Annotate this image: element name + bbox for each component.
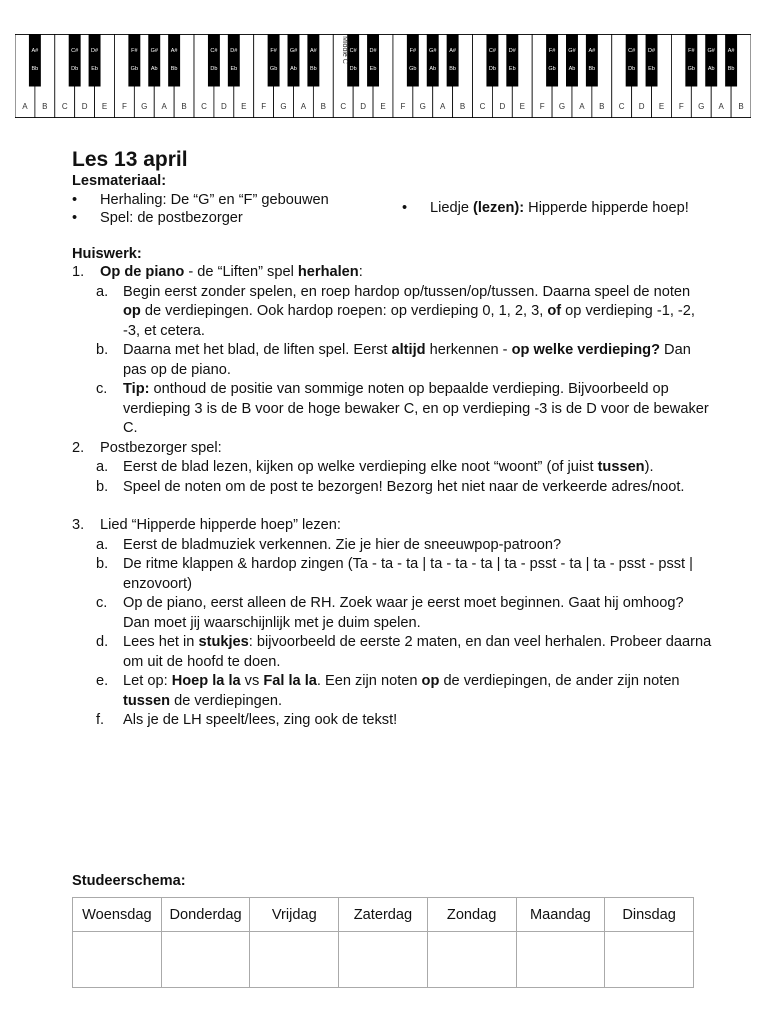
black-key-label: F# <box>409 48 417 54</box>
black-key <box>705 35 717 87</box>
black-key-label: Db <box>210 66 218 72</box>
black-key-label: Gb <box>687 66 695 72</box>
day-header: Woensdag <box>73 898 162 932</box>
black-key-label: A# <box>170 48 178 54</box>
white-key-label: C <box>340 102 347 111</box>
black-key-label: A# <box>449 48 456 54</box>
white-key-label: E <box>519 102 525 111</box>
white-key-label: F <box>121 102 127 111</box>
black-key-label: Ab <box>150 66 158 72</box>
black-key <box>646 35 658 87</box>
black-key-label: D# <box>508 48 516 54</box>
white-key-label: E <box>241 102 247 111</box>
schedule-cell[interactable] <box>516 932 605 988</box>
black-key-label: Bb <box>31 66 39 72</box>
schedule-cell[interactable] <box>427 932 516 988</box>
white-key-label: C <box>201 102 207 111</box>
white-key-label: B <box>738 102 744 111</box>
schedule-cell[interactable] <box>605 932 694 988</box>
huiswerk-item: 2. Postbezorger spel: <box>72 439 222 456</box>
black-key-label: F# <box>131 48 138 54</box>
black-key <box>208 35 220 87</box>
black-key-label: Ab <box>568 66 576 72</box>
white-key-label: G <box>558 102 566 111</box>
black-key-label: D# <box>91 48 99 54</box>
black-key-label: Ab <box>290 66 297 72</box>
black-key-label: Eb <box>508 66 516 72</box>
black-key-label: Bb <box>449 66 456 72</box>
day-header: Vrijdag <box>250 898 339 932</box>
black-key-label: F# <box>270 48 277 54</box>
huiswerk-subitem: b. Daarna met het blad, de liften spel. Eerst altijd herkennen - op welke verdieping? Dan pas op de piano. <box>96 342 691 378</box>
huiswerk-subitem: a. Eerst de bladmuziek verkennen. Zie je hier de sneeuwpop-patroon? <box>96 536 562 553</box>
white-key-label: G <box>698 102 705 111</box>
white-key-label: D <box>638 102 645 111</box>
black-key <box>307 35 319 87</box>
schedule-cell[interactable] <box>250 932 339 988</box>
day-header: Dinsdag <box>605 898 694 932</box>
black-key-label: Bb <box>310 66 317 72</box>
lesmateriaal-heading: Lesmateriaal: <box>72 173 167 189</box>
black-key-label: C# <box>628 48 636 54</box>
huiswerk-heading: Huiswerk: <box>72 246 142 262</box>
black-key-label: A# <box>588 48 596 54</box>
black-key <box>69 35 81 87</box>
white-key-label: D <box>81 102 88 111</box>
black-key-label: Eb <box>91 66 98 72</box>
white-key-label: A <box>22 102 28 111</box>
black-key-label: Eb <box>230 66 238 72</box>
white-key-label: G <box>419 102 426 111</box>
lesmateriaal-list <box>72 191 712 227</box>
black-key <box>427 35 439 87</box>
black-key <box>725 35 737 87</box>
black-key <box>685 35 697 87</box>
black-key <box>407 35 419 87</box>
white-key-label: A <box>300 102 307 111</box>
white-key-label: A <box>440 102 446 111</box>
huiswerk-subitem: c. Tip: onthoud de positie van sommige noten op bepaalde verdieping. Bijvoorbeeld op verdieping 3 is de B voor de hoge bewaker C, en op verdieping -3 is de D voor de bewaker C. <box>96 381 709 436</box>
lesmateriaal-item: • Spel: de postbezorger <box>72 209 402 227</box>
black-key-label: C# <box>488 48 496 54</box>
white-key-label: B <box>42 102 48 111</box>
day-header: Zondag <box>427 898 516 932</box>
black-key-label: A# <box>31 48 39 54</box>
black-key-label: F# <box>548 48 556 54</box>
black-key <box>288 35 300 87</box>
white-key-label: E <box>101 102 108 111</box>
white-key-label: D <box>499 102 506 111</box>
lesson-content <box>72 148 712 731</box>
white-key-label: G <box>280 102 287 111</box>
schedule-cell[interactable] <box>73 932 162 988</box>
lesmateriaal-item: • Herhaling: De “G” en “F” gebouwen <box>72 191 402 209</box>
white-key-label: G <box>141 102 148 111</box>
black-key-label: Bb <box>727 66 735 72</box>
huiswerk-subitem: e. Let op: Hoep la la vs Fal la la. Een zijn noten op de verdiepingen, de ander zijn noten tussen de verdiepingen. <box>96 673 680 709</box>
white-key-label: A <box>718 102 724 111</box>
white-key-label: B <box>181 102 187 111</box>
black-key-label: D# <box>230 48 238 54</box>
black-key-label: C# <box>71 48 79 54</box>
black-key-label: G# <box>568 48 576 54</box>
middle-c-label: Middle C <box>341 36 349 64</box>
black-key <box>89 35 101 87</box>
black-key <box>486 35 498 87</box>
huiswerk-subitem: f. Als je de LH speelt/lees, zing ook de tekst! <box>96 712 398 728</box>
black-key-label: Db <box>488 66 496 72</box>
white-key-label: B <box>320 102 326 111</box>
black-key <box>29 35 41 87</box>
day-header: Zaterdag <box>339 898 428 932</box>
studeerschema-heading: Studeerschema: <box>72 873 186 889</box>
black-key-label: Bb <box>170 66 178 72</box>
white-key-label: D <box>360 102 366 111</box>
black-key-label: Ab <box>429 66 437 72</box>
black-key-label: D# <box>648 48 656 54</box>
huiswerk-subitem: a. Begin eerst zonder spelen, en roep hardop op/tussen/op/tussen. Daarna speel de noten op de verdiepingen. Ook hardop roepen: op verdieping 0, 1, 2, 3, of op verdieping -1, -2, -3, et cetera. <box>96 283 695 339</box>
black-key-label: Eb <box>369 66 377 72</box>
black-key <box>506 35 518 87</box>
white-key-label: F <box>539 102 545 111</box>
day-header: Maandag <box>516 898 605 932</box>
black-key-label: Db <box>628 66 636 72</box>
black-key-label: Gb <box>130 66 139 72</box>
black-key-label: C# <box>210 48 218 54</box>
black-key <box>228 35 240 87</box>
black-key-label: Gb <box>269 66 278 72</box>
black-key-label: Ab <box>707 66 715 72</box>
black-key-label: G# <box>150 48 158 54</box>
black-key-label: G# <box>707 48 715 54</box>
huiswerk-subitem: c. Op de piano, eerst alleen de RH. Zoek waar je eerst moet beginnen. Gaat hij omhoog? Dan moet jij waarschijnlijk met je duim spelen. <box>96 595 684 631</box>
white-key-label: F <box>261 102 267 111</box>
white-key-label: E <box>658 102 665 111</box>
black-key <box>447 35 459 87</box>
black-key-label: D# <box>369 48 377 54</box>
huiswerk-subitem: a. Eerst de blad lezen, kijken op welke verdieping elke noot “woont” (of juist tussen). <box>96 459 654 475</box>
black-key-label: F# <box>688 48 695 54</box>
white-key-label: A <box>579 102 585 111</box>
black-key-label: Gb <box>409 66 417 72</box>
black-key <box>566 35 578 87</box>
black-key-label: A# <box>727 48 735 54</box>
black-key <box>586 35 598 87</box>
huiswerk-item: 3. Lied “Hipperde hipperde hoep” lezen: <box>72 517 341 533</box>
item-3e-tail: . Een zijn noten op de verdiepingen, de ander zijn noten tussen de verdiepingen. <box>123 673 680 709</box>
lesmateriaal-item: • Liedje (lezen): Hipperde hipperde hoep! <box>402 199 702 217</box>
black-key-label: Gb <box>548 66 556 72</box>
black-key-label: A# <box>310 48 317 54</box>
white-key-label: C <box>618 102 625 111</box>
black-key <box>546 35 558 87</box>
huiswerk-subitem: b. Speel de noten om de post te bezorgen! Bezorg het niet naar de verkeerde adres/noot. <box>96 478 685 495</box>
black-key <box>168 35 180 87</box>
black-key <box>148 35 160 87</box>
white-key-label: F <box>678 102 684 111</box>
white-key-label: A <box>161 102 167 111</box>
day-header: Donderdag <box>161 898 250 932</box>
black-key <box>626 35 638 87</box>
black-key <box>367 35 379 87</box>
huiswerk-subitem: b. De ritme klappen & hardop zingen (Ta - ta - ta | ta - ta - ta | ta - psst - ta | ta - psst - psst | enzovoort) <box>96 556 693 592</box>
black-key <box>268 35 280 87</box>
schedule-cell[interactable] <box>339 932 428 988</box>
huiswerk-item: 1. Op de piano - de “Liften” spel herhalen: <box>72 264 363 280</box>
white-key-label: C <box>61 102 68 111</box>
black-key-label: C# <box>349 48 357 54</box>
white-key-label: C <box>479 102 486 111</box>
piano-keyboard <box>15 34 751 118</box>
white-key-label: D <box>220 102 227 111</box>
black-key <box>128 35 140 87</box>
black-key-label: G# <box>289 48 298 54</box>
huiswerk-subitem: d. Lees het in stukjes: bijvoorbeeld de eerste 2 maten, en dan veel herhalen. Probeer daarna om uit de hoofd te doen. <box>96 634 712 670</box>
page-title: Les 13 april <box>72 148 188 171</box>
white-key-label: B <box>599 102 605 111</box>
black-key-label: Bb <box>588 66 596 72</box>
white-key-label: E <box>380 102 386 111</box>
black-key-label: Db <box>71 66 79 72</box>
black-key-label: G# <box>429 48 437 54</box>
black-key-label: Eb <box>648 66 655 72</box>
black-key-label: Db <box>349 66 357 72</box>
white-key-label: F <box>400 102 406 111</box>
practice-schedule <box>72 897 694 988</box>
schedule-cell[interactable] <box>161 932 250 988</box>
white-key-label: B <box>459 102 466 111</box>
